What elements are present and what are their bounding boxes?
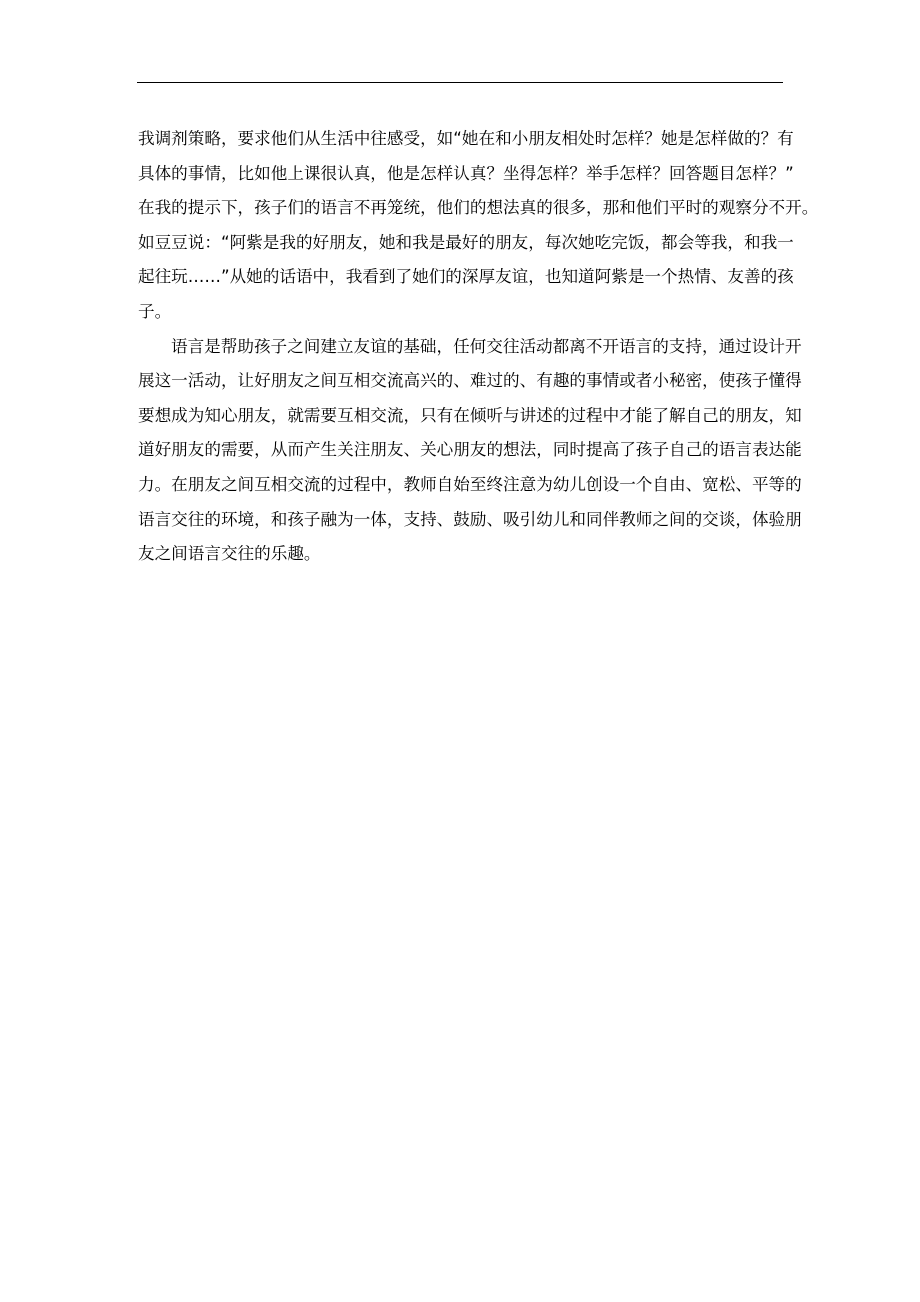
text-line: 道好朋友的需要，从而产生关注朋友、关心朋友的想法，同时提高了孩子自己的语言表达能 xyxy=(138,440,802,460)
paragraph-1 xyxy=(138,122,819,330)
text-line: 起往玩……”从她的话语中，我看到了她们的深厚友谊，也知道阿紫是一个热情、友善的孩 xyxy=(138,267,794,287)
text-line: 子。 xyxy=(138,301,172,321)
text-line: 语言是帮助孩子之间建立友谊的基础，任何交往活动都离不开语言的支持，通过设计开 xyxy=(171,336,802,356)
text-line: 展这一活动，让好朋友之间互相交流高兴的、难过的、有趣的事情或者小秘密，使孩子懂得 xyxy=(138,371,802,391)
header-rule xyxy=(137,82,783,83)
text-line: 我调剂策略，要求他们从生活中往感受，如“她在和小朋友相处时怎样？她是怎样做的？有 xyxy=(138,129,794,148)
document-body xyxy=(138,122,819,572)
text-line: 如豆豆说：“阿紫是我的好朋友，她和我是最好的朋友，每次她吃完饭，都会等我，和我一 xyxy=(138,232,794,252)
text-line: 语言交往的环境，和孩子融为一体，支持、鼓励、吸引幼儿和同伴教师之间的交谈，体验朋 xyxy=(138,509,802,529)
text-line: 具体的事情，比如他上课很认真，他是怎样认真？坐得怎样？举手怎样？回答题目怎样？” xyxy=(138,163,794,183)
paragraph-2 xyxy=(138,330,802,572)
text-line: 友之间语言交往的乐趣。 xyxy=(138,544,321,564)
text-line: 力。在朋友之间互相交流的过程中，教师自始至终注意为幼儿创设一个自由、宽松、平等的 xyxy=(138,474,802,494)
text-line: 在我的提示下，孩子们的语言不再笼统，他们的想法真的很多，那和他们平时的观察分不开。 xyxy=(138,198,819,218)
text-line: 要想成为知心朋友，就需要互相交流，只有在倾听与讲述的过程中才能了解自己的朋友，知 xyxy=(138,405,802,425)
